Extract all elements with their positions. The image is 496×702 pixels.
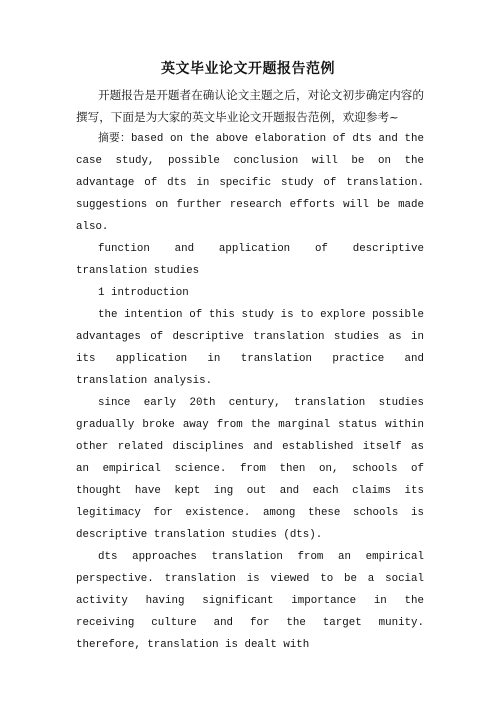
paragraph-section-heading: 1 introduction bbox=[98, 287, 189, 299]
paragraph-history: since early 20th century, translation studies gradually broke away from the marginal status within other related disciplines and established itself as an empirical science. from then on, schools of thought have kept ing out and each claims its legitimacy for existence. among these schools is descriptive translation studies (dts). bbox=[76, 397, 424, 541]
paragraph-intro: 开题报告是开题者在确认论文主题之后，对论文初步确定内容的撰写，下面是为大家的英文毕业论文开题报告范例，欢迎参考~ bbox=[76, 88, 424, 124]
paragraph-dts: dts approaches translation from an empirical perspective. translation is viewed to be a social activity having significant importance in the receiving culture and for the target munity. therefore, translation is dealt with bbox=[76, 551, 424, 651]
paragraph-intention: the intention of this study is to explore possible advantages of descriptive translation studies as in its application in translation practice and translation analysis. bbox=[76, 309, 424, 387]
paragraph-heading-title: function and application of descriptive translation studies bbox=[76, 243, 424, 277]
paragraph-abstract: 摘要：based on the above elaboration of dts and the case study, possible conclusion will be on the advantage of dts in specific study of translation. suggestions on further research efforts will be made also. bbox=[76, 133, 424, 233]
document-title: 英文毕业论文开题报告范例 bbox=[161, 61, 335, 77]
document-body bbox=[76, 84, 424, 656]
